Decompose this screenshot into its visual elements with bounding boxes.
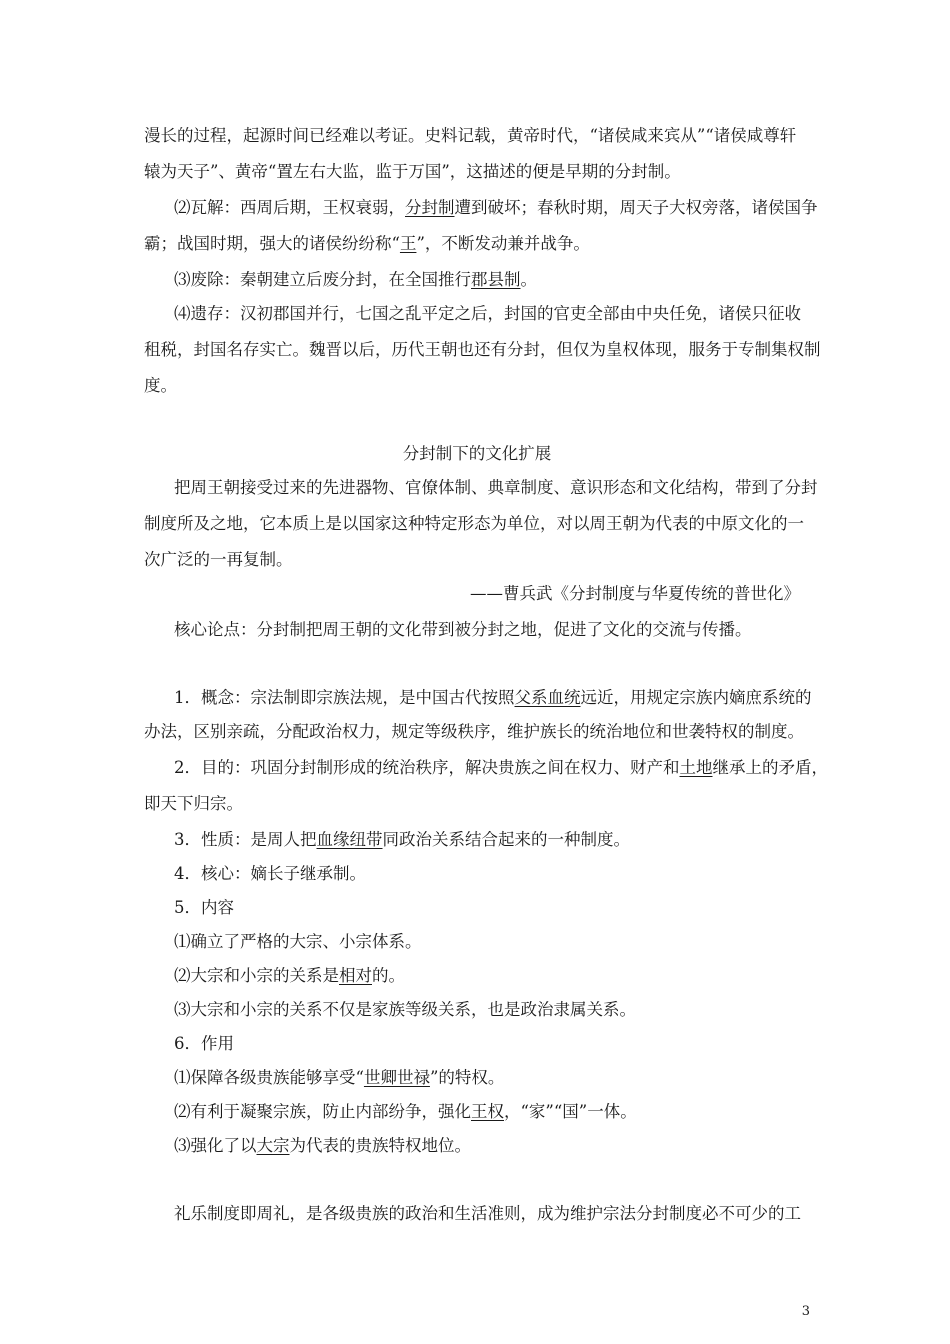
text: 继承上的矛盾， (712, 758, 828, 777)
paragraph-line (174, 966, 810, 986)
paragraph-line (144, 550, 810, 570)
paragraph-line (174, 830, 810, 850)
text: ⑶大宗和小宗的关系不仅是家族等级关系，也是政治隶属关系。 (174, 1000, 636, 1019)
text: ，“家”“国”一体。 (504, 1102, 637, 1121)
text: ⑴确立了严格的大宗、小宗体系。 (174, 932, 422, 951)
text: ”的特权。 (429, 1068, 505, 1087)
text: 的。 (372, 966, 405, 985)
paragraph-line (174, 1000, 810, 1020)
paragraph-line (174, 864, 810, 884)
paragraph-line (144, 514, 810, 534)
paragraph-line (174, 198, 818, 218)
text: 核心论点：分封制把周王朝的文化带到被分封之地，促进了文化的交流与传播。 (174, 620, 752, 639)
text: 把周王朝接受过来的先进器物、官僚体制、典章制度、意识形态和文化结构，带到了分封 (174, 478, 818, 497)
text: 即天下归宗。 (144, 794, 243, 813)
paragraph-line (174, 1034, 810, 1054)
quote-source (144, 584, 800, 604)
paragraph-line (144, 126, 810, 146)
text: 办法，区别亲疏，分配政治权力，规定等级秩序，维护族长的统治地位和世袭特权的制度。 (144, 722, 804, 741)
text: ⑶强化了以 (174, 1136, 257, 1155)
paragraph-line (174, 270, 810, 290)
text: ⑵有利于凝聚宗族，防止内部纷争，强化 (174, 1102, 471, 1121)
text: 3．性质：是周人把 (174, 830, 317, 849)
text: 度。 (144, 376, 177, 395)
text: ——曹兵武《分封制度与华夏传统的普世化》 (470, 584, 800, 603)
text: 为代表的贵族特权地位。 (289, 1136, 471, 1155)
underlined-term: 血缘纽带 (316, 830, 383, 849)
page-number: 3 (801, 1304, 810, 1319)
text: ⑶废除：秦朝建立后废分封，在全国推行 (174, 270, 471, 289)
text: 6．作用 (174, 1034, 234, 1053)
text: 2．目的：巩固分封制形成的统治秩序，解决贵族之间在权力、财产和 (174, 758, 680, 777)
paragraph-line (174, 478, 818, 498)
underlined-term: 郡县制 (471, 270, 521, 289)
text: 礼乐制度即周礼，是各级贵族的政治和生活准则，成为维护宗法分封制度必不可少的工 (174, 1204, 801, 1223)
text: 辕为天子”、黄帝“置左右大监，监于万国”，这描述的便是早期的分封制。 (144, 162, 681, 181)
text: 。 (520, 270, 537, 289)
paragraph-line (174, 1102, 810, 1122)
paragraph-line (144, 234, 810, 254)
paragraph-line (144, 722, 810, 742)
underlined-term: 分封制 (405, 198, 455, 217)
paragraph-line (144, 794, 810, 814)
text: 同政治关系结合起来的一种制度。 (382, 830, 630, 849)
core-argument (174, 620, 810, 640)
paragraph-line (174, 758, 828, 778)
paragraph-line (174, 688, 810, 708)
text: 租税，封国名存实亡。魏晋以后，历代王朝也还有分封，但仅为皇权体现，服务于专制集权制 (144, 340, 821, 359)
text: 4．核心：嫡长子继承制。 (174, 864, 366, 883)
paragraph-line (174, 1136, 810, 1156)
paragraph-line (144, 376, 810, 396)
paragraph-line (174, 932, 810, 952)
text: ⑵大宗和小宗的关系是 (174, 966, 339, 985)
paragraph-line (174, 898, 810, 918)
text: 霸；战国时期，强大的诸侯纷纷称“ (144, 234, 400, 253)
text: ”，不断发动兼并战争。 (416, 234, 590, 253)
text: 1．概念：宗法制即宗族法规，是中国古代按照 (174, 688, 515, 707)
text: 遭到破坏；春秋时期，周天子大权旁落，诸侯国争 (454, 198, 818, 217)
text: ⑵瓦解：西周后期，王权衰弱， (174, 198, 405, 217)
text: 制度所及之地，它本质上是以国家这种特定形态为单位，对以周王朝为代表的中原文化的一 (144, 514, 804, 533)
underlined-term: 相对 (339, 966, 372, 985)
paragraph-line (174, 1204, 810, 1224)
underlined-term: 王 (399, 234, 417, 253)
text: 5．内容 (174, 898, 234, 917)
section-title (144, 444, 810, 464)
paragraph-line (144, 162, 810, 182)
underlined-term: 父系血统 (514, 688, 581, 707)
underlined-term: 大宗 (256, 1136, 290, 1155)
text: 远近，用规定宗族内嫡庶系统的 (580, 688, 812, 707)
text: ⑷遗存：汉初郡国并行，七国之乱平定之后，封国的官吏全部由中央任免，诸侯只征收 (174, 304, 801, 323)
paragraph-line (174, 1068, 810, 1088)
underlined-term: 世卿世禄 (363, 1068, 430, 1087)
paragraph-line (144, 340, 821, 360)
text: 漫长的过程，起源时间已经难以考证。史料记载，黄帝时代，“诸侯咸来宾从”“诸侯咸尊轩 (144, 126, 797, 145)
underlined-term: 土地 (679, 758, 713, 777)
text: 分封制下的文化扩展 (402, 444, 552, 463)
text: 次广泛的一再复制。 (144, 550, 293, 569)
text: ⑴保障各级贵族能够享受“ (174, 1068, 364, 1087)
underlined-term: 王权 (471, 1102, 504, 1121)
paragraph-line (174, 304, 810, 324)
